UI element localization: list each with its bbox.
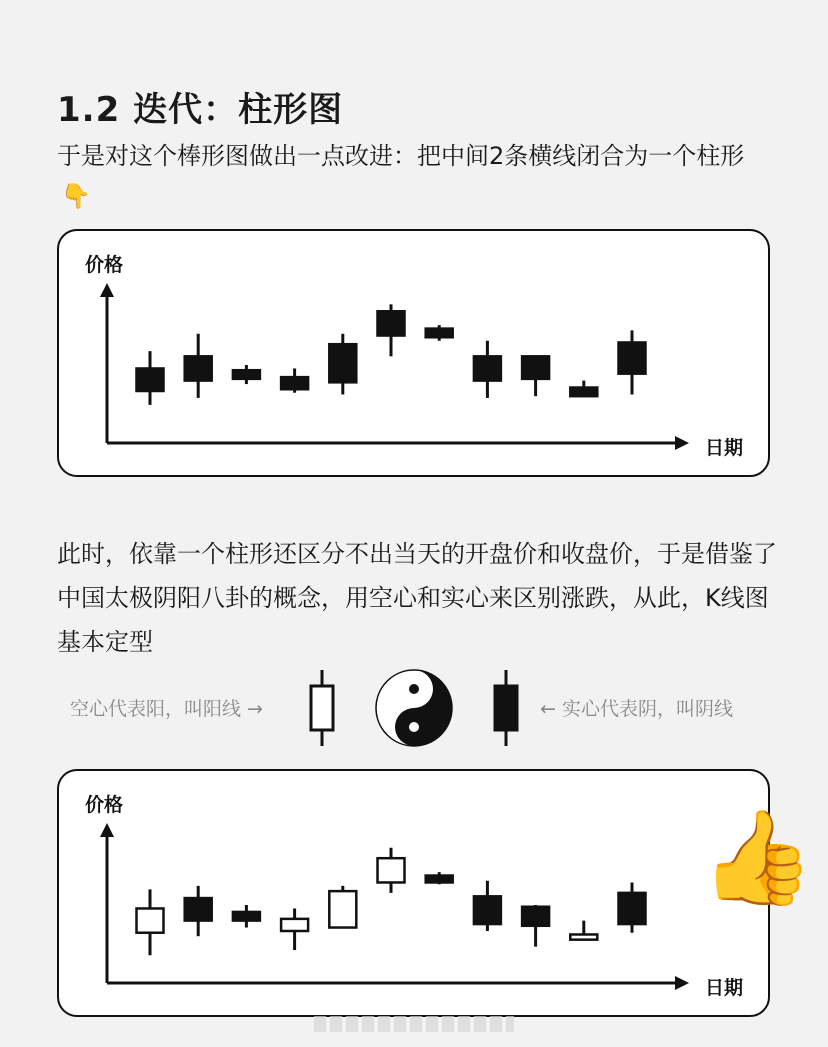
legend-row (0, 668, 828, 748)
candle-body-solid (570, 388, 597, 397)
chart-canvas (59, 771, 770, 1017)
candle (426, 325, 453, 341)
candle-body-solid (378, 311, 405, 335)
candle-body-hollow (329, 891, 356, 927)
candle (522, 356, 549, 396)
chart-canvas (59, 231, 770, 477)
x-axis-arrow (675, 976, 689, 990)
candle-body-solid (233, 912, 260, 921)
candle-body-solid (619, 342, 646, 373)
candle-body-solid (474, 896, 501, 924)
candle (378, 304, 405, 356)
candle-body-solid (426, 329, 453, 338)
watermark (314, 1016, 514, 1032)
hollow-legend-text: 空心代表阳，叫阳线 → (70, 698, 263, 720)
candle-body-hollow (570, 934, 597, 939)
candle-body-solid (233, 370, 260, 379)
candle (570, 381, 597, 397)
intro-text (57, 136, 777, 216)
section-title: 1.2 迭代：柱形图 (57, 90, 344, 130)
hollow-candle-icon (300, 668, 344, 748)
candle-body-solid (185, 356, 212, 380)
candle (281, 908, 308, 950)
candle (137, 889, 164, 955)
candle-body-hollow (378, 858, 405, 882)
candle-body-solid (281, 377, 308, 389)
candle (570, 921, 597, 940)
candle-body-solid (137, 368, 164, 391)
candle (281, 368, 308, 392)
y-axis-label: 价格 (85, 794, 124, 816)
candle (329, 886, 356, 928)
candle (426, 872, 453, 884)
y-axis-arrow (100, 823, 114, 837)
x-axis-label: 日期 (705, 977, 744, 999)
y-axis-arrow (100, 283, 114, 297)
candle-body-solid (474, 356, 501, 380)
candlestick-chart-solid (57, 229, 770, 477)
candle (522, 905, 549, 947)
candle-body-solid (185, 898, 212, 921)
candle-body-hollow (137, 908, 164, 932)
x-axis-label: 日期 (705, 437, 744, 459)
candle (233, 365, 260, 384)
candlestick-chart-hollow-solid (57, 769, 770, 1017)
candle-body-solid (426, 876, 453, 883)
y-axis-label: 价格 (85, 254, 124, 276)
candle-body-solid (522, 907, 549, 926)
solid-candle-icon (484, 668, 528, 748)
solid-legend-text: ← 实心代表阴，叫阴线 (540, 698, 733, 720)
candle (474, 341, 501, 398)
candle (619, 882, 646, 932)
candle (185, 886, 212, 936)
pointing-hand-icon: 👇 (61, 182, 91, 210)
candle-body-hollow (281, 919, 308, 931)
yin-yang-icon (374, 668, 454, 748)
candle (474, 881, 501, 931)
explanation-paragraph: 此时，依靠一个柱形还区分不出当天的开盘价和收盘价，于是借鉴了中国太极阴阳八卦的概念，用空心和实心来区别涨跌，从此，K线图基本定型 (57, 540, 777, 656)
candle (233, 905, 260, 928)
candle (329, 334, 356, 395)
candle-body-solid (522, 356, 549, 379)
candle (137, 351, 164, 405)
candle (619, 330, 646, 394)
candle-body-solid (619, 893, 646, 924)
candle (185, 334, 212, 398)
x-axis-arrow (675, 436, 689, 450)
candle (378, 848, 405, 893)
thumbs-up-icon: 👍 (700, 804, 815, 911)
intro-sentence: 于是对这个棒形图做出一点改进：把中间2条横线闭合为一个柱形 (57, 142, 745, 170)
candle-body-solid (329, 344, 356, 382)
